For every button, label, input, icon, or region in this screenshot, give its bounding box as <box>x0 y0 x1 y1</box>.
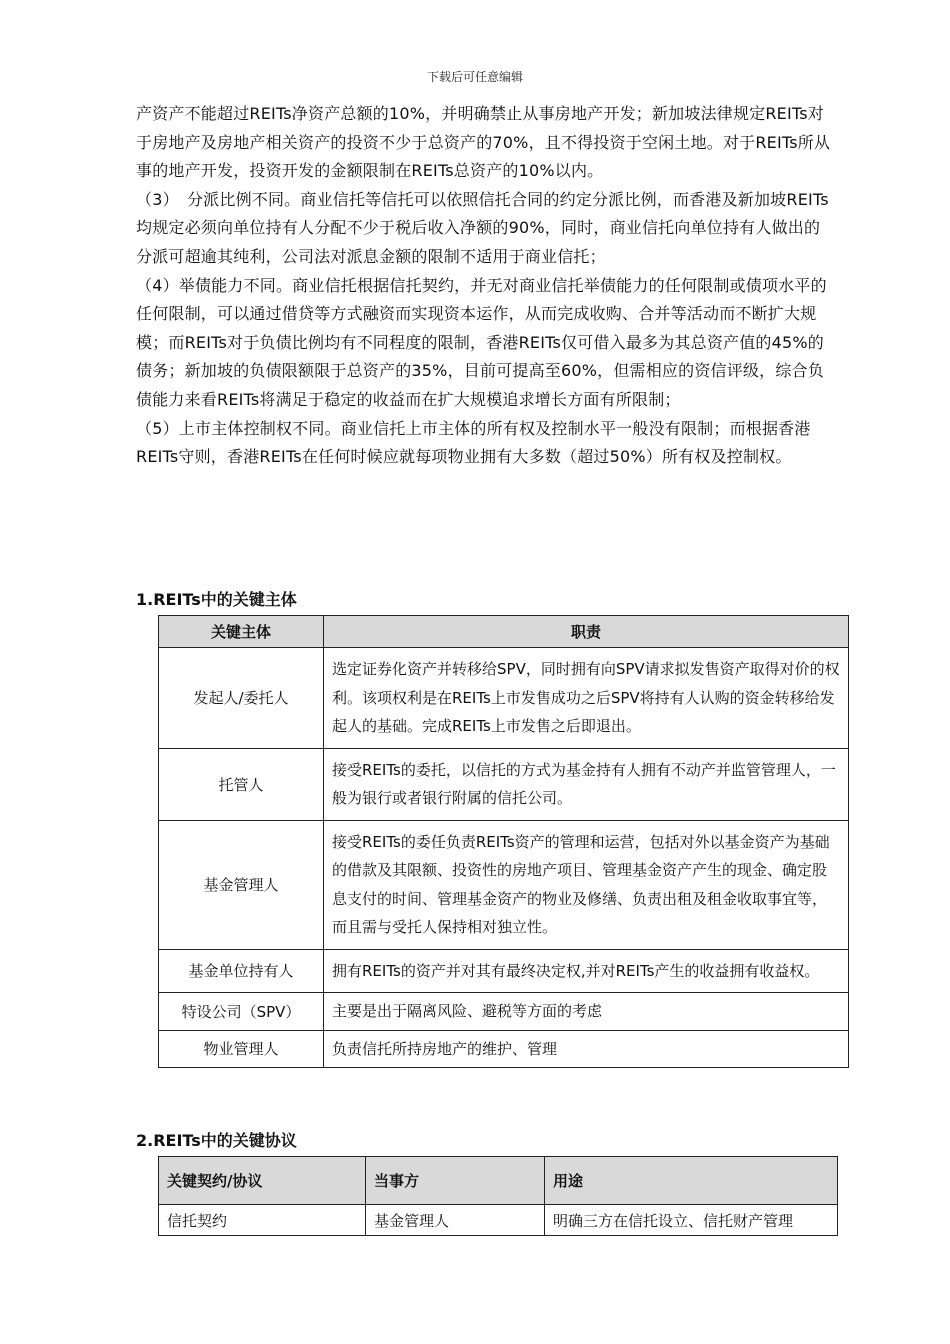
table-row <box>159 949 849 993</box>
duty-cell: 负责信托所持房地产的维护、管理 <box>324 1030 849 1068</box>
duty-cell: 拥有REITs的资产并对其有最终决定权,并对REITs产生的收益拥有收益权。 <box>324 949 849 993</box>
table-header-cell: 职责 <box>324 616 849 648</box>
paragraph: （5）上市主体控制权不同。商业信托上市主体的所有权及控制水平一般没有限制；而根据香港REITs守则，香港REITs在任何时候应就每项物业拥有大多数（超过50%）所有权及控制权。 <box>136 418 811 467</box>
table-header-row <box>159 616 849 648</box>
agreement-cell: 信托契约 <box>159 1205 366 1236</box>
body-text <box>136 100 836 472</box>
party-cell: 基金管理人 <box>366 1205 545 1236</box>
duty-cell: 接受REITs的委托，以信托的方式为基金持有人拥有不动产并监管管理人，一般为银行或者银行附属的信托公司。 <box>324 748 849 820</box>
paragraph: （4）举债能力不同。商业信托根据信托契约，并无对商业信托举债能力的任何限制或债项水平的任何限制，可以通过借贷等方式融资而实现资本运作，从而完成收购、合并等活动而不断扩大规模；而REITs对于负债比例均有不同程度的限制，香港REITs仅可借入最多为其总资产值的45%的债务；新加坡的负债限额限于总资产的35%，目前可提高至60%，但需相应的资信评级，综合负债能力来看REITs将满足于稳定的收益而在扩大规模追求增长方面有所限制； <box>136 275 827 409</box>
section-title-subjects: 1.REITs中的关键主体 <box>136 590 297 609</box>
paragraph: （3） 分派比例不同。商业信托等信托可以依照信托合同的约定分派比例，而香港及新加坡REITs均规定必须向单位持有人分配不少于税后收入净额的90%，同时，商业信托向单位持有人做出的分派可超逾其纯利，公司法对派息金额的限制不适用于商业信托； <box>136 189 829 266</box>
role-cell: 基金管理人 <box>159 820 324 949</box>
role-cell: 特设公司（SPV） <box>159 993 324 1031</box>
role-cell: 发起人/委托人 <box>159 648 324 749</box>
table-row <box>159 1030 849 1068</box>
duty-cell: 接受REITs的委任负责REITs资产的管理和运营，包括对外以基金资产为基础的借款及其限额、投资性的房地产项目、管理基金资产产生的现金、确定股息支付的时间、管理基金资产的物业及修缮、负责出租及租金收取事宜等，而且需与受托人保持相对独立性。 <box>324 820 849 949</box>
table-header-cell: 当事方 <box>366 1157 545 1205</box>
table-row <box>159 993 849 1031</box>
role-cell: 物业管理人 <box>159 1030 324 1068</box>
table-row <box>159 1205 838 1236</box>
table-header-row <box>159 1157 838 1205</box>
table-row <box>159 748 849 820</box>
table-header-cell: 用途 <box>545 1157 838 1205</box>
key-subjects-table <box>158 615 849 1068</box>
section-title-agreements: 2.REITs中的关键协议 <box>136 1131 297 1150</box>
purpose-cell: 明确三方在信托设立、信托财产管理 <box>545 1205 838 1236</box>
role-cell: 托管人 <box>159 748 324 820</box>
table-row <box>159 648 849 749</box>
table-header-cell: 关键主体 <box>159 616 324 648</box>
header-note: 下载后可任意编辑 <box>426 70 523 84</box>
duty-cell: 选定证券化资产并转移给SPV，同时拥有向SPV请求拟发售资产取得对价的权利。该项权利是在REITs上市发售成功之后SPV将持有人认购的资金转移给发起人的基础。完成REITs上市发售之后即退出。 <box>324 648 849 749</box>
key-agreements-table <box>158 1156 838 1236</box>
paragraph: 产资产不能超过REITs净资产总额的10%，并明确禁止从事房地产开发；新加坡法律规定REITs对于房地产及房地产相关资产的投资不少于总资产的70%，且不得投资于空闲土地。对于REITs所从事的地产开发，投资开发的金额限制在REITs总资产的10%以内。 <box>136 104 831 181</box>
duty-cell: 主要是出于隔离风险、避税等方面的考虑 <box>324 993 849 1031</box>
table-header-cell: 关键契约/协议 <box>159 1157 366 1205</box>
table-row <box>159 820 849 949</box>
role-cell: 基金单位持有人 <box>159 949 324 993</box>
